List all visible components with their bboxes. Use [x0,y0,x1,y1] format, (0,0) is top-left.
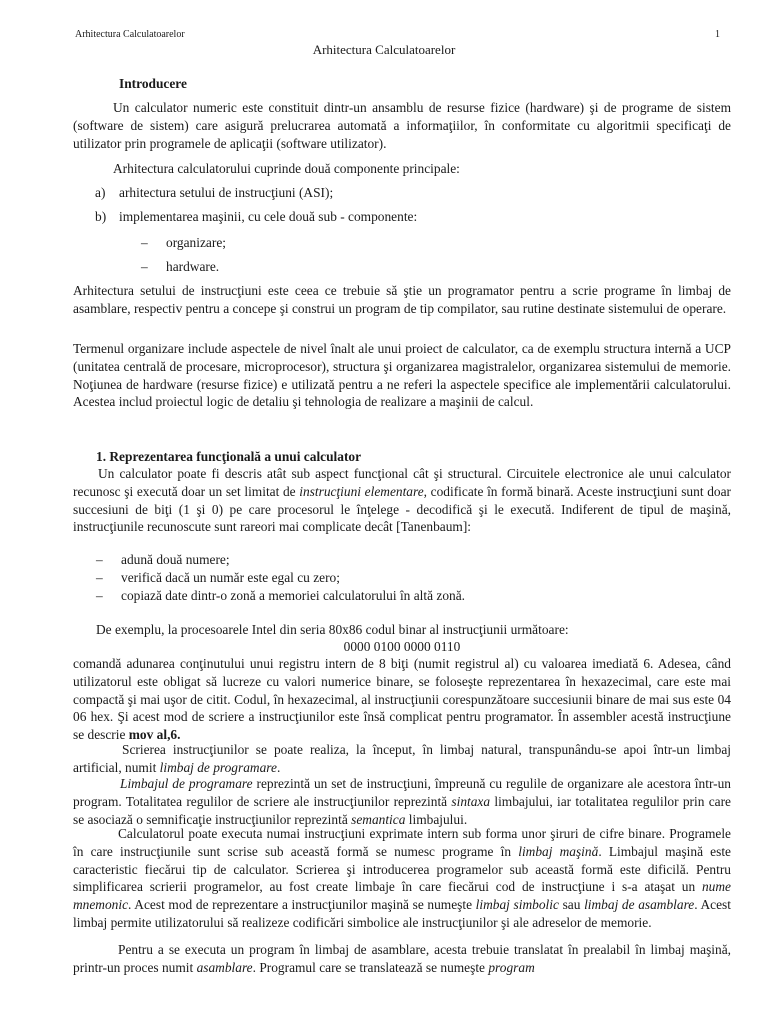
dash-marker: – [96,570,103,585]
section-1-paragraph-1: Un calculator poate fi descris atât sub aspect funcţional cât şi structural. Circuitele electronice ale unui calculator recunosc şi execută doar un set limitat de instrucţiuni elementare, codificate în formă binară. Aceste instrucţiuni sunt doar succesiuni de biţi (1 şi 0) pe care procesorul le înţelege - decodifică şi le execută. Indiferent de tipul de maşină, instrucţiunile recunoscute sunt rareori mai complicate decât [Tanenbaum]: [73,466,731,535]
page-number: 1 [715,29,720,40]
document-title: Arhitectura Calculatoarelor [312,42,456,57]
intro-heading: Introducere [119,76,187,91]
section-1-paragraph-5: Limbajul de programare reprezintă un set de instrucţiuni, împreună cu regulile de organizare ale acestora într-un program. Totalitatea regulilor de scriere ale instrucţiunilor reprezintă sintaxa limbajului, iar totalitatea regulilor prin care se asociază o semnificaţie instrucţiunilor reprezintă semantica limbajului. [73,776,731,827]
intro-paragraph-2: Arhitectura calculatorului cuprinde două componente principale: [113,161,460,176]
section-1-paragraph-2: De exemplu, la procesoarele Intel din seria 80x86 codul binar al instrucţiunii următoare: [96,622,569,637]
intro-paragraph-1: Un calculator numeric este constituit dintr-un ansamblu de resurse fizice (hardware) şi de programe de sistem (software de sistem) care asigură prelucrarea automată a informaţiilor, în conformitate cu algoritmii specificaţi de utilizator prin programele de aplicaţii (software utilizator). [73,100,731,151]
intro-paragraph-4: Termenul organizare include aspectele de nivel înalt ale unui proiect de calculator, ca de exemplu structura internă a UCP (unitatea centrală de procesare, microprocesor), structura şi organizarea magistralelor, organizarea sistemului de memorie. Noţiunea de hardware (resurse fizice) e utilizată pentru a ne referi la aspectele specifice ale implementării calculatorului. Acestea includ proiectul logic de detaliu şi tehnologia de realizare a maşinii de calcul. [73,341,731,410]
bullet-item [96,569,340,587]
sublist-item [141,258,219,276]
bullet-item [96,551,230,569]
section-1-paragraph-4: Scrierea instrucţiunilor se poate realiza, la început, în limbaj natural, transpunându-se apoi într-un limbaj artificial, numit limbaj de programare. [73,742,731,775]
bullet-item-text: verifică dacă un număr este egal cu zero; [121,570,340,585]
dash-marker: – [141,259,148,274]
section-1-paragraph-3: comandă adunarea conţinutului unui registru intern de 8 biţi (numit registrul al) cu valoarea imediată 6. Adesea, când utilizatorul este obligat să lucreze cu valori numerice binare, se foloseşte reprezentarea în hexazecimal, care este mai compactă şi mai uşor de citit. Codul, în hexazecimal, al instrucţiunii corespunzătoare succesiunii binare de mai sus este 04 06 hex. Şi acest mod de scriere a instrucţiunilor este însă complicat pentru programator. În assembler acestă instrucţiune se descrie mov al,6. [73,656,731,743]
list-item [95,184,333,202]
bullet-item [96,587,465,605]
dash-marker: – [96,552,103,567]
section-1-heading: 1. Reprezentarea funcţională a unui calculator [96,449,362,464]
list-item-text: arhitectura setului de instrucţiuni (ASI); [119,185,334,200]
binary-code: 0000 0100 0000 0110 [343,639,461,654]
sublist-item-text: hardware. [166,259,220,274]
dash-marker: – [141,235,148,250]
bullet-item-text: adună două numere; [121,552,230,567]
intro-paragraph-3: Arhitectura setului de instrucţiuni este ceea ce trebuie să ştie un programator pentru a scrie programe în limbaj de asamblare, respectiv pentru a concepe şi construi un program de tip compilator, sau rutine destinate sistemului de operare. [73,283,731,316]
running-header-title: Arhitectura Calculatoarelor [75,29,185,40]
list-marker: b) [95,209,107,224]
dash-marker: – [96,588,103,603]
section-1-paragraph-7: Pentru a se executa un program în limbaj de asamblare, acesta trebuie translatat în prealabil în limbaj maşină, printr-un proces numit asamblare. Programul care se translatează se numeşte program [73,942,731,975]
section-1-paragraph-6: Calculatorul poate executa numai instrucţiuni exprimate intern sub forma unor şiruri de cifre binare. Programele în care instrucţiunile sunt scrise sub această formă se numesc programe în limbaj maşină. Limbajul maşină este caracteristic fiecărui tip de calculator. Scrierea şi introducerea programelor sub această formă este dificilă. Pentru simplificarea scrierii programelor, au fost create limbaje în care fiecărui cod de instrucţiune i s-a ataşat un nume mnemonic. Acest mod de reprezentare a instrucţiunilor maşină se numeşte limbaj simbolic sau limbaj de asamblare. Acest limbaj permite utilizatorului să realizeze codificări simbolice ale instrucţiunilor şi ale adreselor de memorie. [73,826,732,930]
list-marker: a) [95,185,106,200]
list-item [95,208,417,226]
list-item-text: implementarea maşinii, cu cele două sub - componente: [119,209,418,224]
bullet-item-text: copiază date dintr-o zonă a memoriei calculatorului în altă zonă. [121,588,466,603]
sublist-item [141,234,226,252]
sublist-item-text: organizare; [166,235,226,250]
